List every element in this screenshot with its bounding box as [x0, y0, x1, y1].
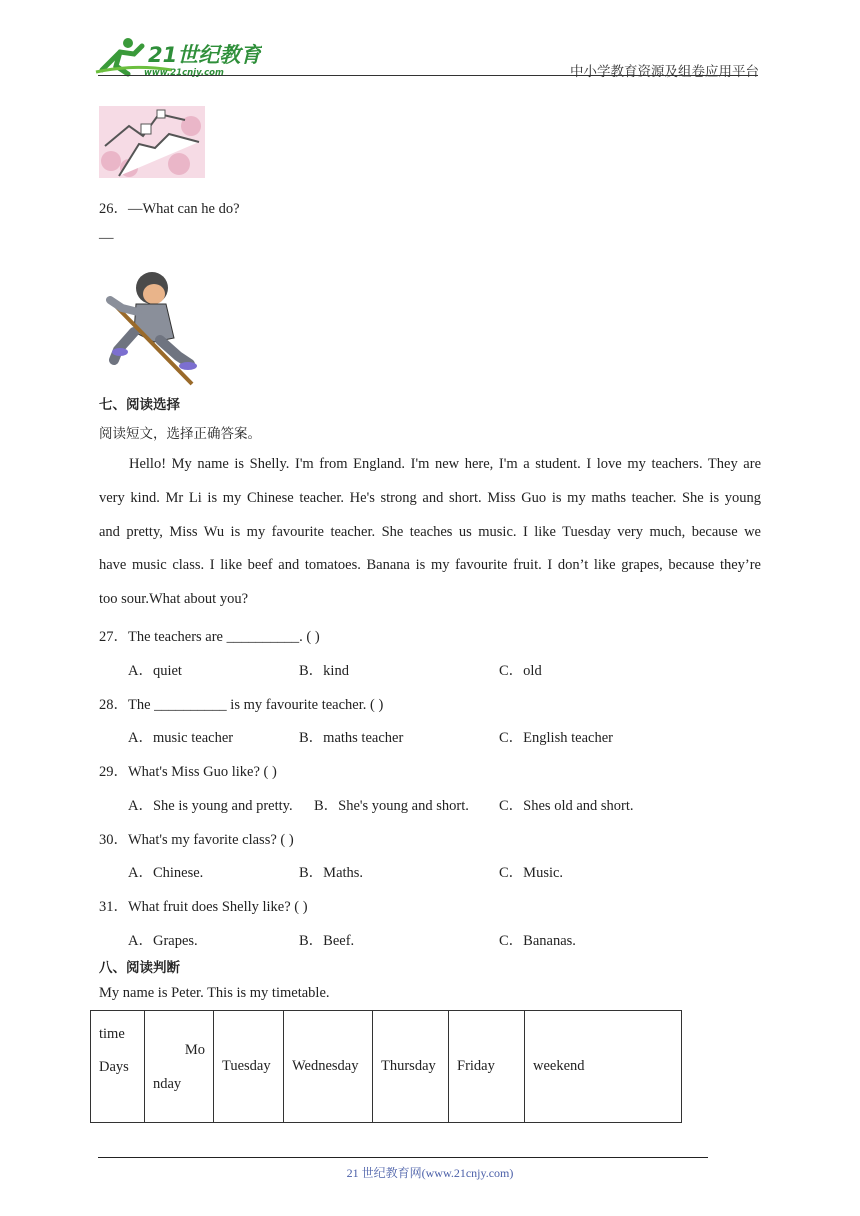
section-7-title: 七、阅读选择: [99, 397, 180, 413]
option-c[interactable]: C．English teacher: [499, 730, 613, 746]
section-7-instruction: 阅读短文，选择正确答案。: [99, 426, 261, 442]
option-a[interactable]: A．Chinese.: [128, 865, 204, 881]
table-corner-cell: [91, 1011, 145, 1123]
kungfu-boy-illustration: [100, 268, 200, 386]
reading-passage: [99, 448, 761, 617]
answer-dash: —: [99, 230, 114, 246]
question-29: 29．What's Miss Guo like? ( ): [99, 764, 277, 780]
question-number: 26．: [99, 201, 128, 217]
table-header-weekend: weekend: [525, 1011, 682, 1123]
passage-line: too sour.What about you?: [99, 591, 249, 608]
corner-label-days: Days: [99, 1059, 129, 1075]
passage-line: and pretty, Miss Wu is my favourite teacher. She teaches us music. I like Tuesday very much, because we: [99, 523, 761, 540]
footer-text: 21 世纪教育网(www.21cnjy.com): [346, 1166, 514, 1180]
great-wall-illustration: [99, 106, 205, 178]
section-8-title: 八、阅读判断: [99, 960, 180, 976]
footer-divider: [98, 1157, 708, 1158]
option-b[interactable]: B．Beef.: [299, 933, 355, 949]
table-header-friday: Friday: [449, 1011, 525, 1123]
option-c[interactable]: C．Music.: [499, 865, 564, 881]
table-header-monday: [145, 1011, 214, 1123]
option-b[interactable]: B．maths teacher: [299, 730, 404, 746]
option-a[interactable]: A．music teacher: [128, 730, 234, 746]
option-b[interactable]: B．kind: [299, 663, 349, 679]
logo-url: www.21cnjy.com: [144, 68, 224, 78]
passage-line: Hello! My name is Shelly. I'm from England. I'm new here, I'm a student. I love my teachers. They are: [129, 456, 761, 472]
corner-label-time: time: [99, 1026, 125, 1042]
option-a[interactable]: A．Grapes.: [128, 933, 198, 949]
timetable: [90, 1010, 682, 1123]
passage-line: very kind. Mr Li is my Chinese teacher. He's strong and short. Miss Guo is my maths teacher. She is young: [99, 489, 761, 506]
question-27: 27．The teachers are __________. ( ): [99, 629, 320, 645]
option-b[interactable]: B．She's young and short.: [314, 798, 469, 814]
section-8-intro: My name is Peter. This is my timetable.: [99, 985, 330, 1001]
question-text: —What can he do?: [128, 201, 240, 217]
table-row: [91, 1011, 682, 1123]
option-a[interactable]: A．She is young and pretty.: [128, 798, 293, 814]
monday-part-1: Mo: [184, 1042, 205, 1058]
question-26: [99, 197, 240, 218]
question-28: 28．The __________ is my favourite teacher. ( ): [99, 697, 384, 713]
option-a[interactable]: A．quiet: [128, 663, 182, 679]
option-c[interactable]: C．Bananas.: [499, 933, 576, 949]
question-30: 30．What's my favorite class? ( ): [99, 832, 294, 848]
option-b[interactable]: B．Maths.: [299, 865, 364, 881]
logo-title: 21世纪教育: [148, 43, 262, 67]
monday-part-2: nday: [153, 1076, 182, 1092]
question-31: 31．What fruit does Shelly like? ( ): [99, 899, 308, 915]
table-header-tuesday: Tuesday: [214, 1011, 284, 1123]
header-platform-text: 中小学教育资源及组卷应用平台: [570, 64, 759, 80]
passage-line: have music class. I like beef and tomatoes. Banana is my favourite fruit. I don’t like grapes, because they’re: [99, 557, 761, 574]
table-header-wednesday: Wednesday: [284, 1011, 373, 1123]
option-c[interactable]: C．old: [499, 663, 542, 679]
option-c[interactable]: C．Shes old and short.: [499, 798, 634, 814]
header-divider: [98, 75, 758, 76]
site-logo: [92, 34, 262, 80]
table-header-thursday: Thursday: [373, 1011, 449, 1123]
